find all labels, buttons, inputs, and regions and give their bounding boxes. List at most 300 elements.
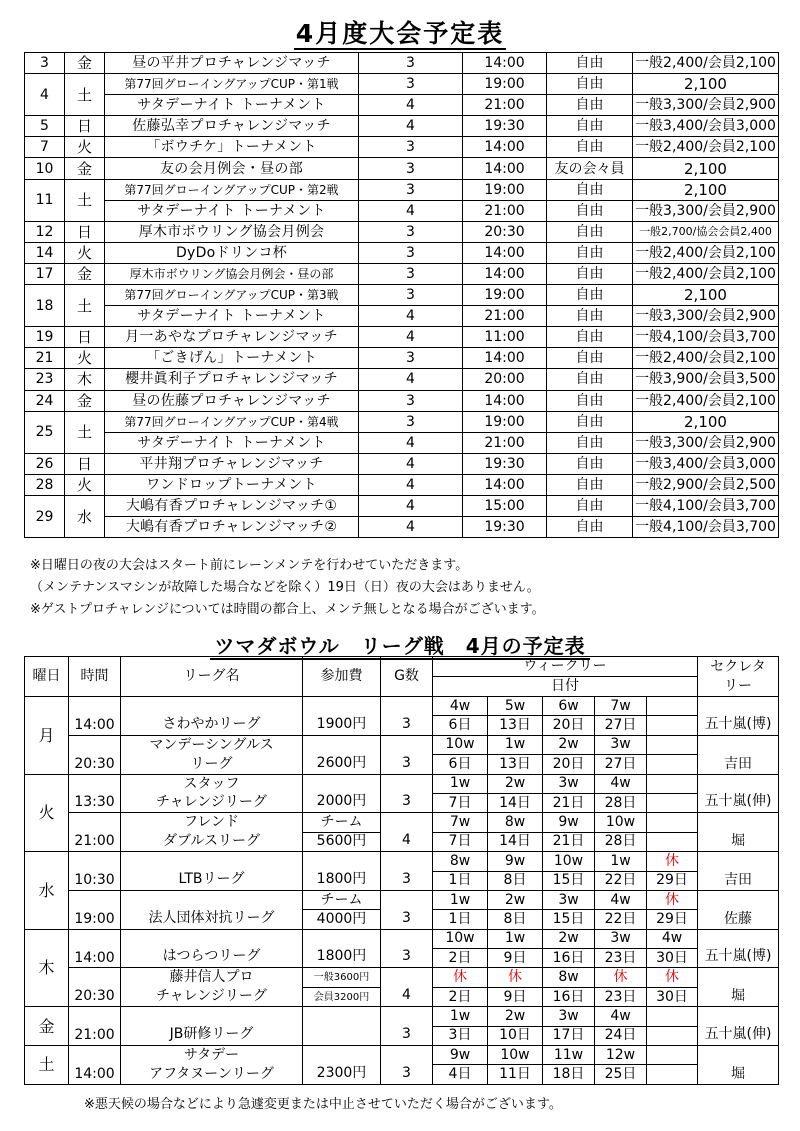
league-fee: 1800円 bbox=[303, 929, 381, 968]
league-date bbox=[647, 716, 698, 735]
league-fee: チーム bbox=[303, 890, 381, 909]
league-name: さわやかリーグ bbox=[121, 697, 303, 736]
league-week: 3w bbox=[543, 1007, 595, 1026]
league-date: 29日 bbox=[647, 910, 698, 929]
league-date: 8日 bbox=[488, 871, 543, 890]
league-date: 14日 bbox=[488, 793, 543, 812]
league-date: 20日 bbox=[543, 755, 595, 774]
league-time: 14:00 bbox=[69, 949, 121, 968]
league-week: 4w bbox=[595, 774, 647, 793]
league-name: LTBリーグ bbox=[121, 852, 303, 891]
league-secretary: 五十嵐(博) bbox=[698, 929, 779, 968]
event-date: 19 bbox=[25, 327, 65, 348]
league-week: 1w bbox=[488, 735, 543, 754]
league-name: はつらつリーグ bbox=[121, 929, 303, 968]
event-entry: 自由 bbox=[547, 285, 633, 306]
league-date: 27日 bbox=[595, 755, 647, 774]
league-fee: チーム bbox=[303, 813, 381, 832]
league-row bbox=[25, 968, 779, 987]
event-time: 11:00 bbox=[463, 327, 547, 348]
league-week bbox=[647, 1046, 698, 1065]
event-time: 20:30 bbox=[463, 221, 547, 242]
league-date: 3日 bbox=[433, 1026, 488, 1045]
league-games: 3 bbox=[381, 1007, 433, 1046]
header-time: 時間 bbox=[69, 657, 121, 697]
league-row bbox=[25, 774, 779, 793]
event-name: 大嶋有香プロチャレンジマッチ② bbox=[105, 517, 359, 538]
league-games: 4 bbox=[381, 813, 433, 852]
event-date: 4 bbox=[25, 74, 65, 116]
league-week: 1w bbox=[433, 774, 488, 793]
league-week bbox=[647, 735, 698, 754]
event-fee: 2,100 bbox=[633, 285, 779, 306]
event-games: 3 bbox=[359, 137, 463, 158]
league-name: JB研修リーグ bbox=[121, 1007, 303, 1046]
league-row bbox=[25, 890, 779, 909]
league-time: 14:00 bbox=[69, 1065, 121, 1084]
league-name: 藤井信人プロ bbox=[121, 968, 303, 987]
event-weekday: 土 bbox=[65, 411, 105, 453]
event-fee: 一般2,400/会員2,100 bbox=[633, 53, 779, 74]
league-weekday: 土 bbox=[25, 1046, 69, 1085]
event-row bbox=[25, 474, 779, 495]
league-week: 12w bbox=[595, 1046, 647, 1065]
event-time: 15:00 bbox=[463, 495, 547, 516]
event-time: 21:00 bbox=[463, 306, 547, 327]
league-fee: 2600円 bbox=[303, 735, 381, 774]
league-week: 2w bbox=[488, 774, 543, 793]
league-date: 2日 bbox=[433, 949, 488, 968]
league-date: 29日 bbox=[647, 871, 698, 890]
event-name: 第77回グローイングアップCUP・第2戦 bbox=[105, 179, 359, 200]
league-week: 4w bbox=[647, 929, 698, 948]
event-games: 3 bbox=[359, 263, 463, 284]
event-weekday: 土 bbox=[65, 74, 105, 116]
header-games: G数 bbox=[381, 657, 433, 697]
note-line: ※日曜日の夜の大会はスタート前にレーンメンテを行わせていただきます。 bbox=[30, 558, 469, 573]
league-row bbox=[25, 1007, 779, 1026]
league-date: 20日 bbox=[543, 716, 595, 735]
event-time: 14:00 bbox=[463, 348, 547, 369]
event-entry: 自由 bbox=[547, 327, 633, 348]
event-name: 「ごきげん」トーナメント bbox=[105, 348, 359, 369]
league-week: 11w bbox=[543, 1046, 595, 1065]
league-time: 21:00 bbox=[69, 1026, 121, 1045]
league-week bbox=[647, 813, 698, 832]
league-week: 10w bbox=[433, 929, 488, 948]
event-entry: 自由 bbox=[547, 200, 633, 221]
event-time: 14:00 bbox=[463, 53, 547, 74]
header-day: 曜日 bbox=[25, 657, 69, 697]
event-weekday: 金 bbox=[65, 53, 105, 74]
event-weekday: 金 bbox=[65, 158, 105, 179]
event-games: 3 bbox=[359, 158, 463, 179]
league-time: 21:00 bbox=[69, 832, 121, 851]
event-name: サタデーナイト トーナメント bbox=[105, 306, 359, 327]
event-name: 佐藤弘幸プロチャレンジマッチ bbox=[105, 116, 359, 137]
event-games: 3 bbox=[359, 390, 463, 411]
event-date: 18 bbox=[25, 285, 65, 327]
league-row bbox=[25, 697, 779, 716]
league-date: 16日 bbox=[543, 987, 595, 1006]
event-fee: 一般3,300/会員2,900 bbox=[633, 432, 779, 453]
event-weekday: 日 bbox=[65, 221, 105, 242]
notes bbox=[24, 555, 776, 627]
league-date: 18日 bbox=[543, 1065, 595, 1084]
event-row bbox=[25, 158, 779, 179]
league-secretary: 五十嵐(伸) bbox=[698, 774, 779, 813]
league-fee: 2300円 bbox=[303, 1046, 381, 1085]
event-fee: 一般2,400/会員2,100 bbox=[633, 137, 779, 158]
event-fee: 2,100 bbox=[633, 179, 779, 200]
event-row bbox=[25, 495, 779, 516]
event-entry: 自由 bbox=[547, 432, 633, 453]
league-date: 8日 bbox=[488, 910, 543, 929]
league-name: リーグ bbox=[121, 755, 303, 774]
event-fee: 2,100 bbox=[633, 411, 779, 432]
event-weekday: 火 bbox=[65, 137, 105, 158]
event-weekday: 金 bbox=[65, 263, 105, 284]
league-time-blank bbox=[69, 890, 121, 909]
league-fee: 2000円 bbox=[303, 774, 381, 813]
event-date: 7 bbox=[25, 137, 65, 158]
league-week: 10w bbox=[488, 1046, 543, 1065]
event-name: 昼の佐藤プロチャレンジマッチ bbox=[105, 390, 359, 411]
league-fee: 1900円 bbox=[303, 697, 381, 736]
league-games: 3 bbox=[381, 774, 433, 813]
event-row bbox=[25, 200, 779, 221]
league-name: スタッフ bbox=[121, 774, 303, 793]
league-time-blank bbox=[69, 1046, 121, 1065]
league-week: 1w bbox=[488, 929, 543, 948]
league-games: 3 bbox=[381, 929, 433, 968]
league-week bbox=[647, 697, 698, 716]
league-time: 13:30 bbox=[69, 793, 121, 812]
league-week bbox=[647, 774, 698, 793]
league-week: 2w bbox=[488, 1007, 543, 1026]
league-week: 3w bbox=[543, 890, 595, 909]
event-row bbox=[25, 285, 779, 306]
event-time: 14:00 bbox=[463, 137, 547, 158]
event-entry: 自由 bbox=[547, 137, 633, 158]
event-row bbox=[25, 242, 779, 263]
event-name: 大嶋有香プロチャレンジマッチ① bbox=[105, 495, 359, 516]
league-date: 17日 bbox=[543, 1026, 595, 1045]
league-week: 休 bbox=[595, 968, 647, 987]
event-row bbox=[25, 116, 779, 137]
event-name: サタデーナイト トーナメント bbox=[105, 200, 359, 221]
league-week: 5w bbox=[488, 697, 543, 716]
event-time: 19:00 bbox=[463, 411, 547, 432]
event-games: 4 bbox=[359, 474, 463, 495]
event-entry: 自由 bbox=[547, 453, 633, 474]
league-name: 法人団体対抗リーグ bbox=[121, 890, 303, 929]
league-date: 13日 bbox=[488, 716, 543, 735]
event-games: 3 bbox=[359, 348, 463, 369]
event-time: 19:30 bbox=[463, 116, 547, 137]
event-time: 19:30 bbox=[463, 453, 547, 474]
event-games: 4 bbox=[359, 116, 463, 137]
league-time-blank bbox=[69, 813, 121, 832]
league-date: 2日 bbox=[433, 987, 488, 1006]
event-name: 友の会月例会・昼の部 bbox=[105, 158, 359, 179]
league-name: ダブルスリーグ bbox=[121, 832, 303, 851]
league-week: 10w bbox=[433, 735, 488, 754]
league-date: 4日 bbox=[433, 1065, 488, 1084]
league-week: 4w bbox=[433, 697, 488, 716]
league-date bbox=[647, 1026, 698, 1045]
league-date: 15日 bbox=[543, 871, 595, 890]
league-date: 25日 bbox=[595, 1065, 647, 1084]
league-name: フレンド bbox=[121, 813, 303, 832]
event-entry: 自由 bbox=[547, 495, 633, 516]
event-entry: 自由 bbox=[547, 517, 633, 538]
event-row bbox=[25, 369, 779, 390]
page-title: 4月度大会予定表 bbox=[295, 19, 505, 48]
league-secretary: 吉田 bbox=[698, 735, 779, 774]
league-time-blank bbox=[69, 774, 121, 793]
event-row bbox=[25, 327, 779, 348]
event-date: 21 bbox=[25, 348, 65, 369]
event-fee: 一般3,400/会員3,000 bbox=[633, 116, 779, 137]
league-row bbox=[25, 929, 779, 948]
league-date: 21日 bbox=[543, 832, 595, 851]
event-name: 「ボウチケ」トーナメント bbox=[105, 137, 359, 158]
event-games: 4 bbox=[359, 453, 463, 474]
league-week: 9w bbox=[543, 813, 595, 832]
league-date: 22日 bbox=[595, 871, 647, 890]
event-row bbox=[25, 432, 779, 453]
league-date: 24日 bbox=[595, 1026, 647, 1045]
event-games: 4 bbox=[359, 495, 463, 516]
league-date: 28日 bbox=[595, 793, 647, 812]
league-secretary: 五十嵐(伸) bbox=[698, 1007, 779, 1046]
event-entry: 自由 bbox=[547, 348, 633, 369]
league-week: 4w bbox=[595, 890, 647, 909]
event-fee: 一般3,300/会員2,900 bbox=[633, 95, 779, 116]
event-name: 昼の平井プロチャレンジマッチ bbox=[105, 53, 359, 74]
event-row bbox=[25, 137, 779, 158]
event-date: 26 bbox=[25, 453, 65, 474]
event-games: 4 bbox=[359, 306, 463, 327]
event-date: 10 bbox=[25, 158, 65, 179]
league-time-blank bbox=[69, 852, 121, 871]
event-time: 21:00 bbox=[463, 200, 547, 221]
header-fee: 参加費 bbox=[303, 657, 381, 697]
league-week: 2w bbox=[543, 929, 595, 948]
event-date: 14 bbox=[25, 242, 65, 263]
league-secretary: 堀 bbox=[698, 1046, 779, 1085]
league-fee bbox=[303, 1007, 381, 1046]
league-secretary: 堀 bbox=[698, 813, 779, 852]
event-date: 5 bbox=[25, 116, 65, 137]
header-weekly: ウィークリー bbox=[433, 657, 698, 677]
league-name: チャレンジリーグ bbox=[121, 793, 303, 812]
league-date: 11日 bbox=[488, 1065, 543, 1084]
league-date: 23日 bbox=[595, 987, 647, 1006]
event-row bbox=[25, 453, 779, 474]
league-date: 30日 bbox=[647, 987, 698, 1006]
league-games: 3 bbox=[381, 852, 433, 891]
event-weekday: 土 bbox=[65, 179, 105, 221]
league-title: ツマダボウル リーグ戦 4月の予定表 bbox=[0, 630, 800, 659]
league-week: 8w bbox=[488, 813, 543, 832]
event-fee: 一般2,400/会員2,100 bbox=[633, 263, 779, 284]
event-fee: 一般3,900/会員3,500 bbox=[633, 369, 779, 390]
league-week: 休 bbox=[647, 968, 698, 987]
league-week: 8w bbox=[433, 852, 488, 871]
league-games: 3 bbox=[381, 890, 433, 929]
league-date: 10日 bbox=[488, 1026, 543, 1045]
league-fee: 一般3600円 bbox=[303, 968, 381, 987]
league-week: 9w bbox=[488, 852, 543, 871]
event-weekday: 火 bbox=[65, 348, 105, 369]
event-name: 厚木市ボウリング協会月例会 bbox=[105, 221, 359, 242]
event-weekday: 金 bbox=[65, 390, 105, 411]
event-games: 4 bbox=[359, 327, 463, 348]
event-time: 19:00 bbox=[463, 179, 547, 200]
event-entry: 自由 bbox=[547, 242, 633, 263]
league-fee: 会員3200円 bbox=[303, 987, 381, 1006]
league-time: 10:30 bbox=[69, 871, 121, 890]
league-week: 7w bbox=[433, 813, 488, 832]
event-fee: 一般2,400/会員2,100 bbox=[633, 348, 779, 369]
league-date: 22日 bbox=[595, 910, 647, 929]
event-games: 3 bbox=[359, 179, 463, 200]
header-league-name: リーグ名 bbox=[121, 657, 303, 697]
event-fee: 一般3,300/会員2,900 bbox=[633, 200, 779, 221]
event-row bbox=[25, 411, 779, 432]
note-line: ※ゲストプロチャレンジについては時間の都合上、メンテ無しとなる場合がございます。 bbox=[30, 602, 545, 617]
event-entry: 自由 bbox=[547, 263, 633, 284]
league-name: チャレンジリーグ bbox=[121, 987, 303, 1006]
event-games: 4 bbox=[359, 432, 463, 453]
league-name: アフタヌーンリーグ bbox=[121, 1065, 303, 1084]
event-weekday: 日 bbox=[65, 453, 105, 474]
event-games: 3 bbox=[359, 221, 463, 242]
league-time-blank bbox=[69, 1007, 121, 1026]
league-name: マンデーシングルス bbox=[121, 735, 303, 754]
league-date bbox=[647, 832, 698, 851]
league-week: 2w bbox=[488, 890, 543, 909]
event-name: 第77回グローイングアップCUP・第3戦 bbox=[105, 285, 359, 306]
league-fee: 4000円 bbox=[303, 910, 381, 929]
league-row bbox=[25, 852, 779, 871]
league-weekday: 木 bbox=[25, 929, 69, 1007]
league-time: 20:30 bbox=[69, 987, 121, 1006]
event-date: 11 bbox=[25, 179, 65, 221]
event-weekday: 木 bbox=[65, 369, 105, 390]
event-weekday: 火 bbox=[65, 474, 105, 495]
league-games: 3 bbox=[381, 735, 433, 774]
league-date: 6日 bbox=[433, 716, 488, 735]
league-date: 9日 bbox=[488, 987, 543, 1006]
league-time-blank bbox=[69, 697, 121, 716]
event-date: 29 bbox=[25, 495, 65, 537]
event-name: 平井翔プロチャレンジマッチ bbox=[105, 453, 359, 474]
league-weekday: 火 bbox=[25, 774, 69, 852]
league-week: 3w bbox=[595, 929, 647, 948]
league-date: 6日 bbox=[433, 755, 488, 774]
event-time: 21:00 bbox=[463, 432, 547, 453]
event-time: 20:00 bbox=[463, 369, 547, 390]
league-date: 28日 bbox=[595, 832, 647, 851]
league-time-blank bbox=[69, 929, 121, 948]
event-entry: 自由 bbox=[547, 179, 633, 200]
event-name: 櫻井眞利子プロチャレンジマッチ bbox=[105, 369, 359, 390]
league-date: 15日 bbox=[543, 910, 595, 929]
league-fee: 5600円 bbox=[303, 832, 381, 851]
event-games: 3 bbox=[359, 411, 463, 432]
event-games: 3 bbox=[359, 285, 463, 306]
event-fee: 一般3,300/会員2,900 bbox=[633, 306, 779, 327]
event-fee: 2,100 bbox=[633, 158, 779, 179]
event-date: 23 bbox=[25, 369, 65, 390]
event-name: 月一あやなプロチャレンジマッチ bbox=[105, 327, 359, 348]
league-row bbox=[25, 1046, 779, 1065]
league-week: 8w bbox=[543, 968, 595, 987]
league-week: 3w bbox=[595, 735, 647, 754]
event-time: 14:00 bbox=[463, 390, 547, 411]
event-fee: 一般4,100/会員3,700 bbox=[633, 517, 779, 538]
event-date: 25 bbox=[25, 411, 65, 453]
league-time: 19:00 bbox=[69, 910, 121, 929]
event-entry: 自由 bbox=[547, 369, 633, 390]
event-fee: 一般4,100/会員3,700 bbox=[633, 495, 779, 516]
header-secretary: セクレタリー bbox=[698, 657, 779, 697]
event-row bbox=[25, 53, 779, 74]
event-row bbox=[25, 348, 779, 369]
event-row bbox=[25, 95, 779, 116]
league-week: 10w bbox=[543, 852, 595, 871]
league-week: 10w bbox=[595, 813, 647, 832]
league-week: 休 bbox=[488, 968, 543, 987]
event-weekday: 水 bbox=[65, 495, 105, 537]
league-week: 休 bbox=[647, 890, 698, 909]
league-week bbox=[647, 1007, 698, 1026]
event-games: 4 bbox=[359, 95, 463, 116]
league-week: 1w bbox=[433, 1007, 488, 1026]
event-date: 17 bbox=[25, 263, 65, 284]
league-week: 2w bbox=[543, 735, 595, 754]
event-entry: 自由 bbox=[547, 221, 633, 242]
league-week: 1w bbox=[433, 890, 488, 909]
event-row bbox=[25, 306, 779, 327]
league-date: 1日 bbox=[433, 871, 488, 890]
league-week: 6w bbox=[543, 697, 595, 716]
league-row bbox=[25, 735, 779, 754]
event-weekday: 日 bbox=[65, 116, 105, 137]
league-secretary: 佐藤 bbox=[698, 890, 779, 929]
event-name: 第77回グローイングアップCUP・第4戦 bbox=[105, 411, 359, 432]
league-time: 20:30 bbox=[69, 755, 121, 774]
event-games: 4 bbox=[359, 517, 463, 538]
league-games: 3 bbox=[381, 697, 433, 736]
event-fee: 一般2,400/会員2,100 bbox=[633, 242, 779, 263]
event-row bbox=[25, 221, 779, 242]
league-games: 3 bbox=[381, 1046, 433, 1085]
league-time-blank bbox=[69, 735, 121, 754]
event-fee: 2,100 bbox=[633, 74, 779, 95]
league-week: 休 bbox=[433, 968, 488, 987]
league-date bbox=[647, 1065, 698, 1084]
league-date bbox=[647, 755, 698, 774]
league-fee: 1800円 bbox=[303, 852, 381, 891]
league-week: 1w bbox=[595, 852, 647, 871]
event-name: サタデーナイト トーナメント bbox=[105, 432, 359, 453]
league-secretary: 吉田 bbox=[698, 852, 779, 891]
event-row bbox=[25, 179, 779, 200]
